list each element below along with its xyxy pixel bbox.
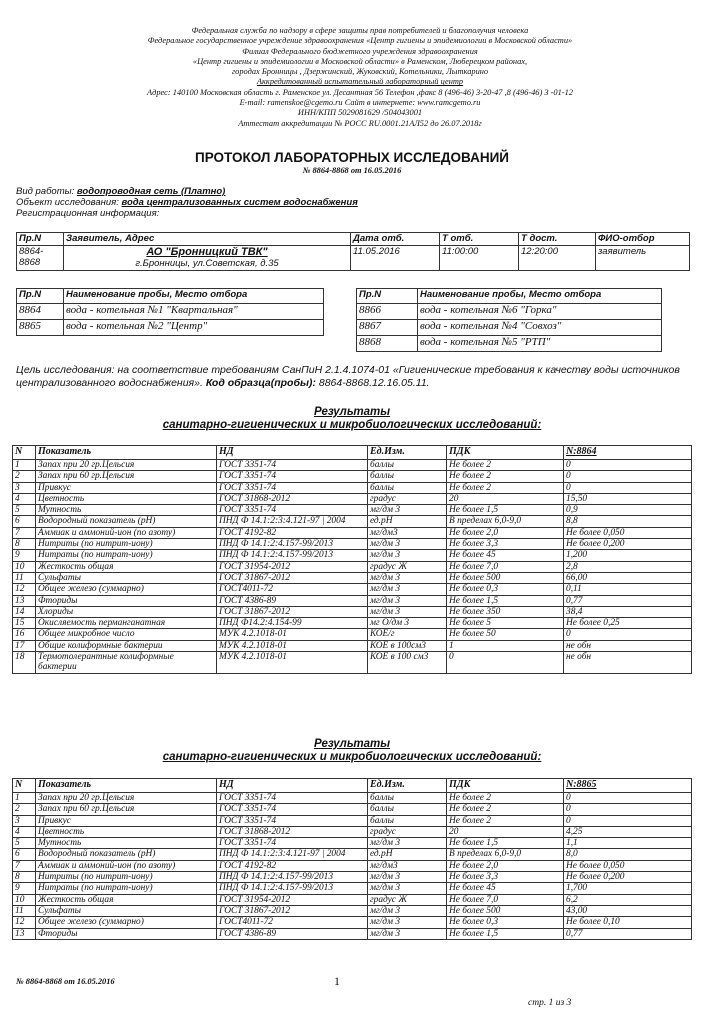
col-header: Ед.Изм. <box>368 779 447 793</box>
document-number: № 8864-8868 от 16.05.2016 <box>302 166 402 175</box>
method: ГОСТ 4192-82 <box>217 860 368 871</box>
row-number: 5 <box>13 838 36 849</box>
sample-name: вода - котельная №1 "Квартальная" <box>64 304 324 320</box>
sample-name: вода - котельная №5 "РТП" <box>418 336 662 352</box>
indicator: Хлориды <box>36 606 217 617</box>
indicator: Привкус <box>36 482 217 493</box>
sample-number: 8866 <box>357 304 418 320</box>
unit: мг/дм 3 <box>368 928 447 939</box>
method: ГОСТ 31867-2012 <box>217 606 368 617</box>
result: 8,0 <box>564 849 692 860</box>
col-header: Ед.Изм. <box>368 446 447 460</box>
table-row <box>13 629 692 640</box>
limit: Не более 7,0 <box>447 894 564 905</box>
table-row <box>13 471 692 482</box>
col-header: Дата отб. <box>351 233 440 246</box>
table-row <box>13 826 692 837</box>
indicator: Нитриты (по нитрит-иону) <box>36 539 217 550</box>
method: ПНД Ф14.2:4.154-99 <box>217 618 368 629</box>
result: 1,200 <box>564 550 692 561</box>
row-number: 7 <box>13 527 36 538</box>
sample-label: N:8864 <box>564 446 692 460</box>
method: ГОСТ 31868-2012 <box>217 493 368 504</box>
limit: Не более 7,0 <box>447 561 564 572</box>
row-number: 4 <box>13 826 36 837</box>
indicator: Сульфаты <box>36 572 217 583</box>
method: ГОСТ 3351-74 <box>217 482 368 493</box>
limit: 20 <box>447 826 564 837</box>
result: Не более 0,200 <box>564 872 692 883</box>
row-number: 6 <box>13 516 36 527</box>
result: 0 <box>564 793 692 804</box>
unit: КОЕ в 100 см3 <box>368 652 447 674</box>
table-row <box>13 905 692 916</box>
unit: мг/дм 3 <box>368 539 447 550</box>
sample-number: 8864 <box>17 304 64 320</box>
sample-name: вода - котельная №4 "Совхоз" <box>418 320 662 336</box>
limit: Не более 2 <box>447 482 564 493</box>
result: Не более 0,050 <box>564 527 692 538</box>
result: 0,11 <box>564 584 692 595</box>
unit: ед.pH <box>368 516 447 527</box>
row-number: 1 <box>13 793 36 804</box>
unit: градус <box>368 826 447 837</box>
col-header: Пр.N <box>357 289 418 304</box>
row-number: 8 <box>13 539 36 550</box>
table-row <box>13 838 692 849</box>
col-header: НД <box>217 446 368 460</box>
header-line: Аттестат аккредитации № РОСС RU.0001.21АЛ52 до 26.07.2018г <box>238 118 482 128</box>
indicator: Жесткость общая <box>36 561 217 572</box>
row-number: 2 <box>13 471 36 482</box>
sample-label: N:8865 <box>564 779 692 793</box>
limit: В пределах 6,0-9,0 <box>447 516 564 527</box>
header-line: E-mail: ramenskoe@cgemo.ru Сайт в интернете: www.ramcgemo.ru <box>239 98 481 108</box>
indicator: Общее железо (суммарно) <box>36 584 217 595</box>
limit: Не более 350 <box>447 606 564 617</box>
unit: баллы <box>368 793 447 804</box>
unit: баллы <box>368 482 447 493</box>
table-row <box>13 872 692 883</box>
indicator: Водородный показатель (pH) <box>36 516 217 527</box>
table-row <box>13 561 692 572</box>
result: 1,700 <box>564 883 692 894</box>
unit: баллы <box>368 804 447 815</box>
method: МУК 4.2.1018-01 <box>217 652 368 674</box>
limit: Не более 45 <box>447 550 564 561</box>
col-header: Показатель <box>36 779 217 793</box>
limit: Не более 500 <box>447 905 564 916</box>
limit: Не более 2 <box>447 793 564 804</box>
unit: мг/дм 3 <box>368 584 447 595</box>
result: 0 <box>564 482 692 493</box>
limit: В пределах 6,0-9,0 <box>447 849 564 860</box>
table-row <box>13 482 692 493</box>
method: ГОСТ 3351-74 <box>217 505 368 516</box>
limit: Не более 2,0 <box>447 527 564 538</box>
row-number: 12 <box>13 917 36 928</box>
limit: Не более 3,3 <box>447 539 564 550</box>
table-row <box>13 505 692 516</box>
unit: мг/дм 3 <box>368 505 447 516</box>
method: ГОСТ 31867-2012 <box>217 572 368 583</box>
header-line: Адрес: 140100 Московская область г. Раменское ул. Десантная 56 Телефон ,факс 8 (496-46) 3-20-47 ,8 (496-46) 3 -01-12 <box>147 87 573 97</box>
sample-code-label: Код образца(пробы): <box>205 377 316 389</box>
results-title: Результаты <box>313 738 391 750</box>
limit: Не более 45 <box>447 883 564 894</box>
method: ГОСТ 31954-2012 <box>217 561 368 572</box>
table-row <box>13 928 692 939</box>
row-number: 13 <box>13 928 36 939</box>
unit: мг/дм3 <box>368 527 447 538</box>
col-header: Пр.N <box>17 289 64 304</box>
row-number: 3 <box>13 482 36 493</box>
result: 0,9 <box>564 505 692 516</box>
result: Не более 0,050 <box>564 860 692 871</box>
table-row <box>13 493 692 504</box>
unit: градус Ж <box>368 894 447 905</box>
unit: мг/дм3 <box>368 860 447 871</box>
row-number: 9 <box>13 550 36 561</box>
page-of: стр. 1 из 3 <box>528 998 572 1008</box>
method: ПНД Ф 14.1:2:4.157-99/2013 <box>217 872 368 883</box>
results-heading-1 <box>0 406 704 432</box>
limit: Не более 2,0 <box>447 860 564 871</box>
row-number: 17 <box>13 640 36 651</box>
table-row <box>13 527 692 538</box>
unit: КОЕ/г <box>368 629 447 640</box>
limit: Не более 1,5 <box>447 505 564 516</box>
limit: 1 <box>447 640 564 651</box>
applicant-name: АО "Бронницкий ТВК" <box>146 246 268 258</box>
header-line: «Центр гигиены и эпидемиологии в Московской области» в Раменском, Люберецком районах, <box>192 56 528 66</box>
unit: баллы <box>368 471 447 482</box>
org-header <box>40 26 680 129</box>
col-header: Наименование пробы, Место отбора <box>64 289 324 304</box>
table-row <box>13 815 692 826</box>
method: ГОСТ 3351-74 <box>217 793 368 804</box>
reg-t-dost: 12:20:00 <box>519 246 596 271</box>
result: 2,8 <box>564 561 692 572</box>
unit: мг/дм 3 <box>368 905 447 916</box>
unit: градус <box>368 493 447 504</box>
research-purpose <box>16 364 686 390</box>
table-row <box>13 793 692 804</box>
unit: баллы <box>368 815 447 826</box>
indicator: Цветность <box>36 826 217 837</box>
table-row <box>13 883 692 894</box>
unit: КОЕ в 100см3 <box>368 640 447 651</box>
method: ПНД Ф 14.1:2:3:4.121-97 | 2004 <box>217 516 368 527</box>
object-value: вода централизованных систем водоснабжения <box>121 197 358 208</box>
indicator: Аммиак и аммоний-ион (по азоту) <box>36 860 217 871</box>
table-row <box>13 860 692 871</box>
table-row <box>13 606 692 617</box>
limit: Не более 2 <box>447 804 564 815</box>
limit: Не более 0,3 <box>447 917 564 928</box>
indicator: Водородный показатель (pH) <box>36 849 217 860</box>
table-row <box>13 640 692 651</box>
indicator: Аммиак и аммоний-ион (по азоту) <box>36 527 217 538</box>
limit: Не более 5 <box>447 618 564 629</box>
limit: Не более 2 <box>447 815 564 826</box>
method: ГОСТ 31868-2012 <box>217 826 368 837</box>
row-number: 14 <box>13 606 36 617</box>
unit: мг/дм 3 <box>368 550 447 561</box>
result: 0 <box>564 815 692 826</box>
table-row <box>13 550 692 561</box>
result: 15,50 <box>564 493 692 504</box>
results-subtitle: санитарно-гигиенических и микробиологических исследований: <box>162 751 542 763</box>
applicant-address: г.Бронницы, ул.Советская, д.35 <box>135 258 279 269</box>
indicator: Запах при 60 гр.Цельсия <box>36 804 217 815</box>
table-row <box>13 917 692 928</box>
table-row <box>13 572 692 583</box>
row-number: 11 <box>13 905 36 916</box>
unit: мг/дм 3 <box>368 572 447 583</box>
row-number: 15 <box>13 618 36 629</box>
method: ПНД Ф 14.1:2:3:4.121-97 | 2004 <box>217 849 368 860</box>
table-row <box>13 849 692 860</box>
unit: ед.pH <box>368 849 447 860</box>
col-header: N <box>13 779 36 793</box>
sample-name: вода - котельная №2 "Центр" <box>64 320 324 336</box>
result: Не более 0,200 <box>564 539 692 550</box>
method: ПНД Ф 14.1:2:4.157-99/2013 <box>217 550 368 561</box>
limit: Не более 2 <box>447 471 564 482</box>
work-label: Вид работы: <box>16 186 75 197</box>
limit: Не более 3,3 <box>447 872 564 883</box>
sample-code-value: 8864-8868.12.16.05.11. <box>315 377 430 389</box>
indicator: Общие колиформные бактерии <box>36 640 217 651</box>
indicator: Фториды <box>36 928 217 939</box>
samples-table-right <box>356 288 662 352</box>
result: 38,4 <box>564 606 692 617</box>
table-row <box>13 584 692 595</box>
unit: градус Ж <box>368 561 447 572</box>
unit: мг/дм 3 <box>368 838 447 849</box>
reg-t-otb: 11:00:00 <box>440 246 519 271</box>
indicator: Нитраты (по нитрат-иону) <box>36 550 217 561</box>
row-number: 9 <box>13 883 36 894</box>
reg-pr-n: 8864- 8868 <box>17 246 64 271</box>
unit: мг О/дм 3 <box>368 618 447 629</box>
table-row <box>13 894 692 905</box>
method: ПНД Ф 14.1:2:4.157-99/2013 <box>217 539 368 550</box>
row-number: 3 <box>13 815 36 826</box>
result: Не более 0,25 <box>564 618 692 629</box>
result: 0,77 <box>564 595 692 606</box>
indicator: Общее железо (суммарно) <box>36 917 217 928</box>
col-header: Пр.N <box>17 233 64 246</box>
col-header: ФИО-отбор <box>596 233 690 246</box>
col-header: Наименование пробы, Место отбора <box>418 289 662 304</box>
row-number: 4 <box>13 493 36 504</box>
method: ГОСТ 31954-2012 <box>217 894 368 905</box>
result: не обн <box>564 640 692 651</box>
indicator: Фториды <box>36 595 217 606</box>
indicator: Запах при 60 гр.Цельсия <box>36 471 217 482</box>
limit: Не более 1,5 <box>447 928 564 939</box>
unit: мг/дм 3 <box>368 595 447 606</box>
sample-number: 8868 <box>357 336 418 352</box>
result: 6,2 <box>564 894 692 905</box>
results-table-8864 <box>12 445 692 674</box>
reg-date: 11.05.2016 <box>351 246 440 271</box>
purpose-text: Цель исследования: на соответствие требованиям СанПиН 2.1.4.1074-01 «Гигиенические требования к качеству воды источников централизованного водоснабжения». <box>16 364 680 389</box>
limit: Не более 0,3 <box>447 584 564 595</box>
table-row <box>13 618 692 629</box>
indicator: Жесткость общая <box>36 894 217 905</box>
table-row <box>13 460 692 471</box>
indicator: Общее микробное число <box>36 629 217 640</box>
indicator: Термотолерантные колиформные бактерии <box>36 652 217 674</box>
result: 8,8 <box>564 516 692 527</box>
limit: Не более 2 <box>447 460 564 471</box>
registration-table <box>16 232 690 271</box>
limit: Не более 1,5 <box>447 838 564 849</box>
indicator: Привкус <box>36 815 217 826</box>
result: 0 <box>564 460 692 471</box>
result: 0 <box>564 804 692 815</box>
reg-fio: заявитель <box>596 246 690 271</box>
method: ГОСТ4011-72 <box>217 584 368 595</box>
method: ГОСТ 4386-89 <box>217 595 368 606</box>
result: 0 <box>564 471 692 482</box>
work-info <box>16 186 358 219</box>
header-line: городах Бронницы , Дзержинский, Жуковский, Котельники, Лыткарино <box>231 67 489 77</box>
method: ГОСТ 3351-74 <box>217 804 368 815</box>
row-number: 5 <box>13 505 36 516</box>
col-header: ПДК <box>447 446 564 460</box>
header-line: Аккредитованный испытательный лабораторный центр <box>256 77 464 87</box>
row-number: 1 <box>13 460 36 471</box>
unit: мг/дм 3 <box>368 883 447 894</box>
sample-number: 8867 <box>357 320 418 336</box>
header-line: Филиал Федерального бюджетного учреждения здравоохранения <box>242 46 478 56</box>
header-line: Федеральная служба по надзору в сфере защиты прав потребителей и благополучия человека <box>191 26 529 35</box>
limit: Не более 500 <box>447 572 564 583</box>
row-number: 13 <box>13 595 36 606</box>
row-number: 8 <box>13 872 36 883</box>
method: ГОСТ 3351-74 <box>217 460 368 471</box>
method: МУК 4.2.1018-01 <box>217 640 368 651</box>
col-header: Заявитель, Адрес <box>64 233 351 246</box>
indicator: Запах при 20 гр.Цельсия <box>36 460 217 471</box>
indicator: Цветность <box>36 493 217 504</box>
row-number: 10 <box>13 894 36 905</box>
header-line: Федеральное государственное учреждение здравоохранения «Центр гигиены и эпидемиологии в Московской области» <box>147 36 573 46</box>
unit: баллы <box>368 460 447 471</box>
method: МУК 4.2.1018-01 <box>217 629 368 640</box>
document-title: ПРОТОКОЛ ЛАБОРАТОРНЫХ ИССЛЕДОВАНИЙ <box>195 150 509 165</box>
row-number: 12 <box>13 584 36 595</box>
table-row <box>13 595 692 606</box>
col-header: ПДК <box>447 779 564 793</box>
result: 4,25 <box>564 826 692 837</box>
indicator: Нитраты (по нитрат-иону) <box>36 883 217 894</box>
samples-table-left <box>16 288 324 336</box>
result: 66,00 <box>564 572 692 583</box>
method: ГОСТ 3351-74 <box>217 815 368 826</box>
table-row <box>13 539 692 550</box>
row-number: 7 <box>13 860 36 871</box>
sample-number: 8865 <box>17 320 64 336</box>
row-number: 11 <box>13 572 36 583</box>
row-number: 16 <box>13 629 36 640</box>
method: ПНД Ф 14.1:2:4.157-99/2013 <box>217 883 368 894</box>
unit: мг/дм 3 <box>368 917 447 928</box>
limit: 20 <box>447 493 564 504</box>
indicator: Сульфаты <box>36 905 217 916</box>
work-value: водопроводная сеть (Платно) <box>76 186 226 197</box>
limit: Не более 1,5 <box>447 595 564 606</box>
indicator: Окисляемость перманганатная <box>36 618 217 629</box>
table-row <box>13 804 692 815</box>
col-header: N <box>13 446 36 460</box>
table-row <box>13 652 692 674</box>
method: ГОСТ4011-72 <box>217 917 368 928</box>
sample-name: вода - котельная №6 "Горка" <box>418 304 662 320</box>
result: Не более 0,10 <box>564 917 692 928</box>
result: 0 <box>564 629 692 640</box>
result: 0,77 <box>564 928 692 939</box>
row-number: 6 <box>13 849 36 860</box>
result: 43,00 <box>564 905 692 916</box>
method: ГОСТ 3351-74 <box>217 838 368 849</box>
footer-doc-ref: № 8864-8868 от 16.05.2016 <box>16 977 115 986</box>
result: 1,1 <box>564 838 692 849</box>
reg-label: Регистрационная информация: <box>16 208 160 219</box>
method: ГОСТ 4386-89 <box>217 928 368 939</box>
indicator: Мутность <box>36 505 217 516</box>
header-line: ИНН/КПП 5029081629 /504043001 <box>297 108 423 118</box>
table-row <box>13 516 692 527</box>
row-number: 18 <box>13 652 36 674</box>
result: не обн <box>564 652 692 674</box>
object-label: Объект исследования: <box>16 197 119 208</box>
results-heading-2 <box>0 738 704 764</box>
row-number: 10 <box>13 561 36 572</box>
method: ГОСТ 3351-74 <box>217 471 368 482</box>
page-number: 1 <box>334 974 340 988</box>
col-header: НД <box>217 779 368 793</box>
col-header: Т отб. <box>440 233 519 246</box>
results-title: Результаты <box>313 406 391 418</box>
results-subtitle: санитарно-гигиенических и микробиологических исследований: <box>162 419 542 431</box>
indicator: Нитриты (по нитрит-иону) <box>36 872 217 883</box>
limit: Не более 50 <box>447 629 564 640</box>
indicator: Мутность <box>36 838 217 849</box>
col-header: Т дост. <box>519 233 596 246</box>
unit: мг/дм 3 <box>368 606 447 617</box>
results-table-8865 <box>12 778 692 940</box>
col-header: Показатель <box>36 446 217 460</box>
limit: 0 <box>447 652 564 674</box>
indicator: Запах при 20 гр.Цельсия <box>36 793 217 804</box>
method: ГОСТ 4192-82 <box>217 527 368 538</box>
method: ГОСТ 31867-2012 <box>217 905 368 916</box>
unit: мг/дм 3 <box>368 872 447 883</box>
row-number: 2 <box>13 804 36 815</box>
